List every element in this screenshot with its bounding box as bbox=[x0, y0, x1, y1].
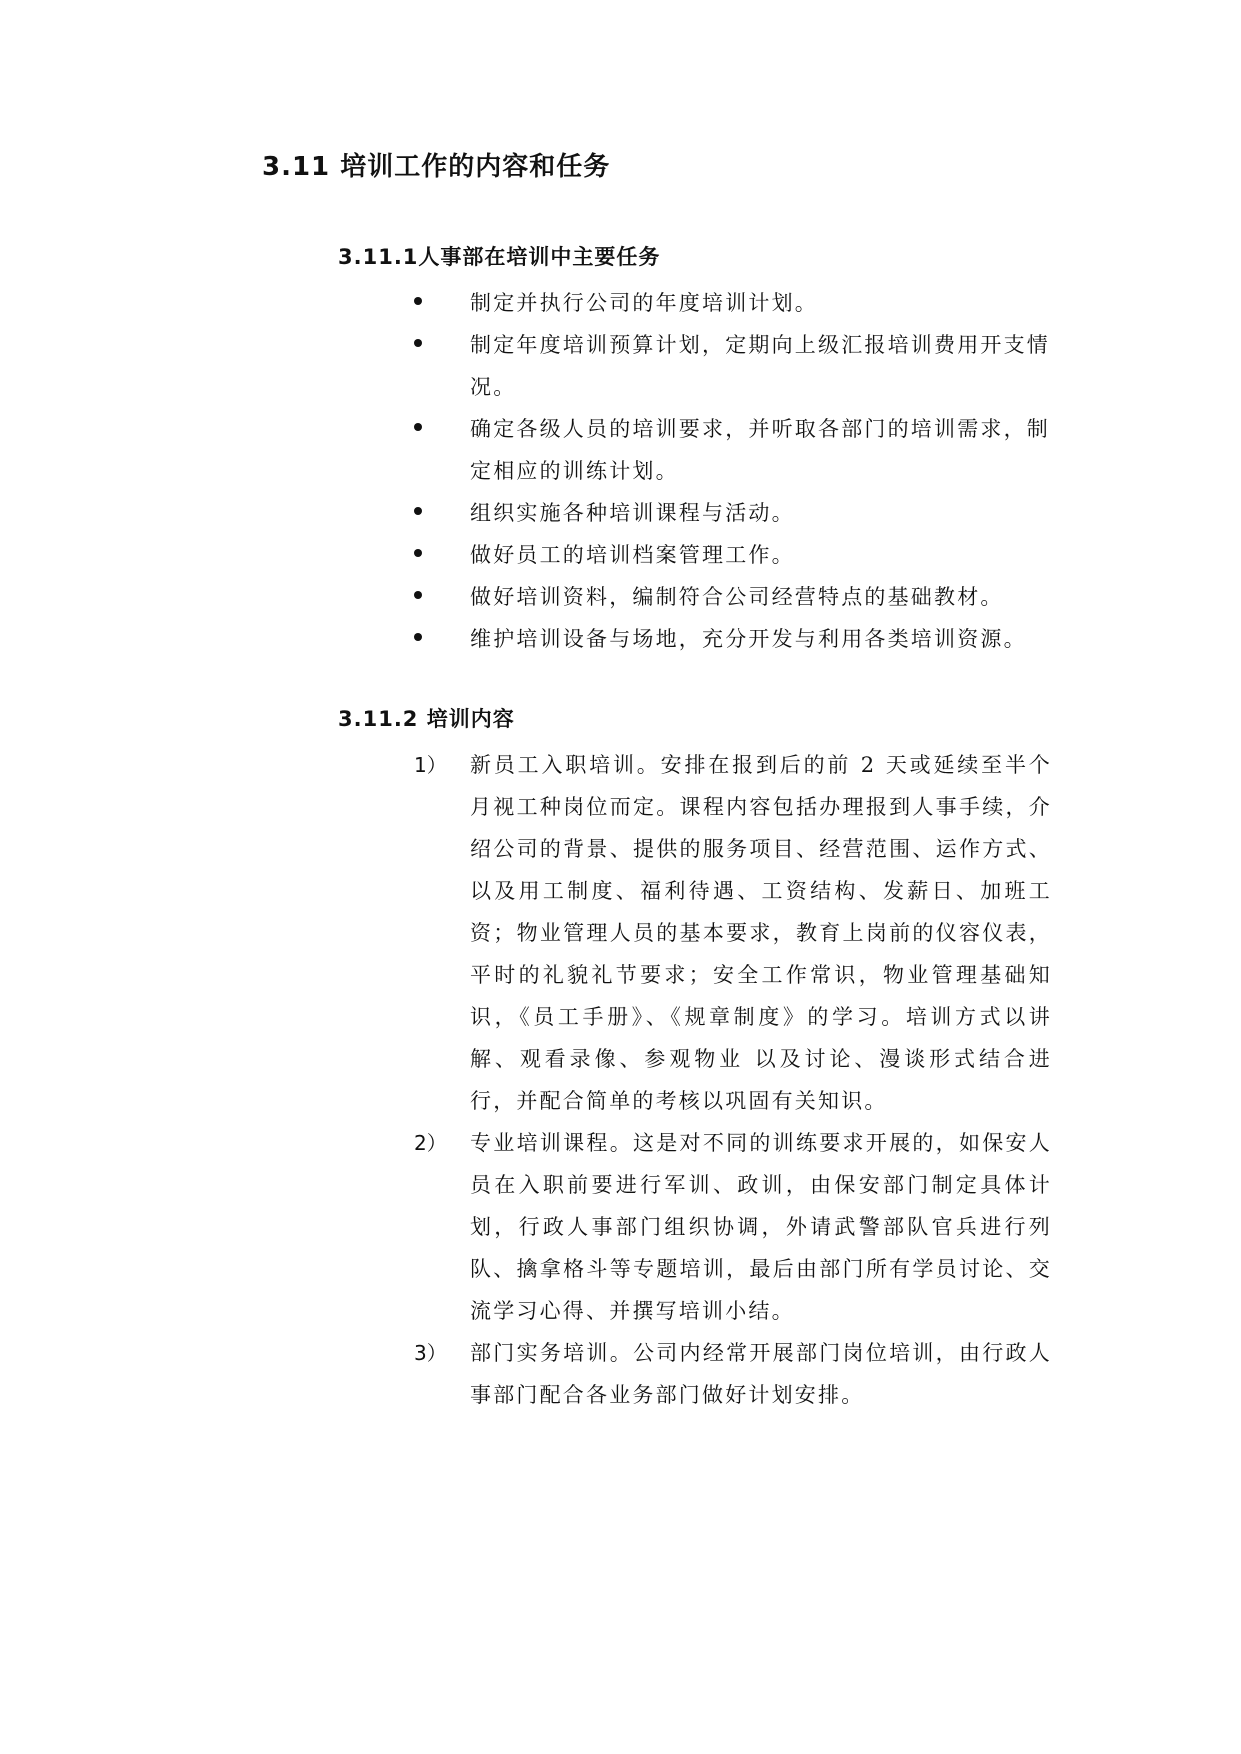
bullet-icon bbox=[414, 339, 422, 347]
bullet-text: 确定各级人员的培训要求，并听取各部门的培训需求，制定相应的训练计划。 bbox=[470, 417, 1050, 483]
item-text: 新员工入职培训。安排在报到后的前 2 天或延续至半个月视工种岗位而定。课程内容包括办理报到人事手续，介绍公司的背景、提供的服务项目、经营范围、运作方式、以及用工制度、福利待遇、工资结构、发薪日、加班工资；物业管理人员的基本要求，教育上岗前的仪容仪表，平时的礼貌礼节要求；安全工作常识，物业管理基础知识，《员工手册》、《规章制度》的学习。培训方式以讲解、观看录像、参观物业 以及讨论、漫谈形式结合进行，并配合简单的考核以巩固有关知识。 bbox=[470, 753, 1052, 1113]
bullet-icon bbox=[414, 297, 422, 305]
section-heading: 3.11 培训工作的内容和任务 bbox=[262, 152, 611, 182]
item-text: 专业培训课程。这是对不同的训练要求开展的，如保安人员在入职前要进行军训、政训，由保安部门制定具体计划，行政人事部门组织协调，外请武警部队官兵进行列队、擒拿格斗等专题培训，最后由部门所有学员讨论、交流学习心得、并撰写培训小结。 bbox=[470, 1131, 1052, 1323]
bullet-icon bbox=[414, 507, 422, 515]
item-number: 3） bbox=[414, 1341, 447, 1365]
bullet-text: 制定并执行公司的年度培训计划。 bbox=[470, 291, 818, 315]
bullet-text: 做好员工的培训档案管理工作。 bbox=[470, 543, 795, 567]
subsection-title-content: 3.11.2 培训内容 bbox=[338, 707, 515, 731]
numbered-item bbox=[0, 1332, 1241, 1416]
subsection-title-tasks: 3.11.1人事部在培训中主要任务 bbox=[338, 245, 661, 269]
bullet-text: 组织实施各种培训课程与活动。 bbox=[470, 501, 795, 525]
bullet-item bbox=[0, 324, 1241, 408]
item-text: 部门实务培训。公司内经常开展部门岗位培训，由行政人事部门配合各业务部门做好计划安排。 bbox=[470, 1341, 1052, 1407]
tasks-bullet-list bbox=[0, 282, 1241, 660]
bullet-item bbox=[0, 576, 1241, 618]
content-numbered-list bbox=[0, 744, 1241, 1416]
bullet-item bbox=[0, 492, 1241, 534]
numbered-item bbox=[0, 744, 1241, 1122]
numbered-item bbox=[0, 1122, 1241, 1332]
bullet-text: 做好培训资料，编制符合公司经营特点的基础教材。 bbox=[470, 585, 1004, 609]
bullet-text: 维护培训设备与场地，充分开发与利用各类培训资源。 bbox=[470, 627, 1027, 651]
bullet-icon bbox=[414, 423, 422, 431]
bullet-item bbox=[0, 618, 1241, 660]
item-number: 2） bbox=[414, 1131, 447, 1155]
bullet-icon bbox=[414, 591, 422, 599]
bullet-icon bbox=[414, 633, 422, 641]
bullet-item bbox=[0, 282, 1241, 324]
item-number: 1） bbox=[414, 753, 447, 777]
bullet-icon bbox=[414, 549, 422, 557]
bullet-item bbox=[0, 408, 1241, 492]
bullet-item bbox=[0, 534, 1241, 576]
bullet-text: 制定年度培训预算计划，定期向上级汇报培训费用开支情况。 bbox=[470, 333, 1050, 399]
